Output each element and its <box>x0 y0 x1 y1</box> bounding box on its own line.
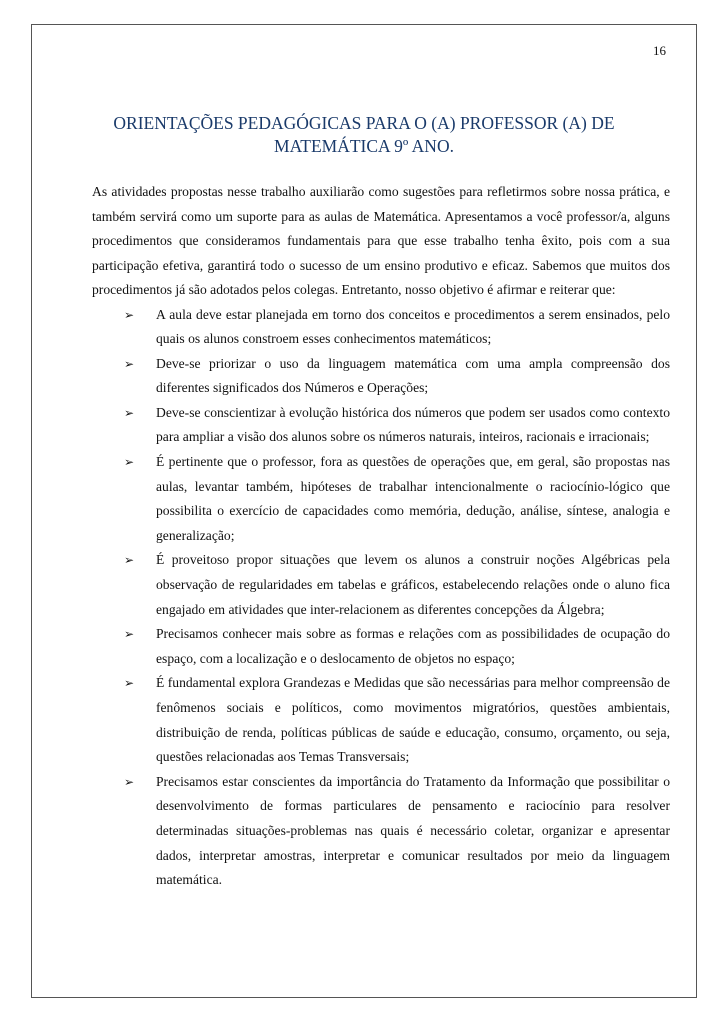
list-item <box>92 671 670 769</box>
list-item-text: Precisamos estar conscientes da importância do Tratamento da Informação que possibilitar o desenvolvimento de formas particulares de pensamento e raciocínio para resolver determinadas situações-problemas nas quais é necessário coletar, organizar e apresentar dados, interpretar amostras, interpretar e comunicar resultados por meio da linguagem matemática. <box>156 773 670 888</box>
arrow-right-icon: ➢ <box>124 405 135 420</box>
list-item <box>92 352 670 401</box>
list-item <box>92 770 670 893</box>
list-item-text: É pertinente que o professor, fora as questões de operações que, em geral, são propostas nas aulas, levantar também, hipóteses de trabalhar intencionalmente o raciocínio-lógico que possibilita o exercício de capacidades como memória, dedução, análise, síntese, analogia e generalização; <box>156 454 670 543</box>
page-number: 16 <box>653 43 666 58</box>
intro-paragraph: As atividades propostas nesse trabalho auxiliarão como sugestões para refletirmos sobre nossa prática, e também servirá como um suporte para as aulas de Matemática. Apresentamos a você professor/a, alguns procedimentos que consideramos fundamentais para que esse trabalho tenha êxito, pois com a sua participação efetiva, garantirá todo o sucesso de um ensino produtivo e eficaz. Sabemos que muitos dos procedimentos já são adotados pelos colegas. Entretanto, nosso objetivo é afirmar e reiterar que: <box>92 184 670 297</box>
title-line-2: MATEMÁTICA 9º ANO. <box>274 136 454 156</box>
list-item <box>92 622 670 671</box>
arrow-right-icon: ➢ <box>124 676 135 691</box>
arrow-right-icon: ➢ <box>124 627 135 642</box>
list-item-text: Deve-se priorizar o uso da linguagem matemática com uma ampla compreensão dos diferentes significados dos Números e Operações; <box>156 355 670 396</box>
list-item-text: Precisamos conhecer mais sobre as formas e relações com as possibilidades de ocupação do espaço, com a localização e o deslocamento de objetos no espaço; <box>156 626 670 666</box>
list-item <box>92 450 670 548</box>
document-body <box>92 180 670 893</box>
list-item <box>92 548 670 622</box>
page-title <box>92 112 636 158</box>
list-item <box>92 401 670 450</box>
bullet-list <box>92 303 670 893</box>
arrow-right-icon: ➢ <box>124 356 135 371</box>
arrow-right-icon: ➢ <box>124 774 135 789</box>
arrow-right-icon: ➢ <box>124 553 135 568</box>
list-item-text: É fundamental explora Grandezas e Medidas que são necessárias para melhor compreensão de fenômenos sociais e políticos, como movimentos migratórios, questões ambientais, distribuição de renda, políticas públicas de saúde e educação, consumo, orçamento, ou seja, questões relacionadas aos Temas Transversais; <box>156 675 670 765</box>
list-item-text: A aula deve estar planejada em torno dos conceitos e procedimentos a serem ensinados, pelo quais os alunos constroem esses conhecimentos matemáticos; <box>156 306 670 347</box>
list-item <box>92 303 670 352</box>
title-line-1: ORIENTAÇÕES PEDAGÓGICAS PARA O (A) PROFESSOR (A) DE <box>113 113 615 133</box>
list-item-text: Deve-se conscientizar à evolução histórica dos números que podem ser usados como contexto para ampliar a visão dos alunos sobre os números naturais, inteiros, racionais e irracionais; <box>156 404 670 445</box>
list-item-text: É proveitoso propor situações que levem os alunos a construir noções Algébricas pela observação de regularidades em tabelas e gráficos, estabelecendo relações onde o aluno fica engajado em atividades que inter-relacionem as diferentes concepções da Álgebra; <box>156 552 670 617</box>
arrow-right-icon: ➢ <box>124 307 135 322</box>
arrow-right-icon: ➢ <box>124 455 135 470</box>
